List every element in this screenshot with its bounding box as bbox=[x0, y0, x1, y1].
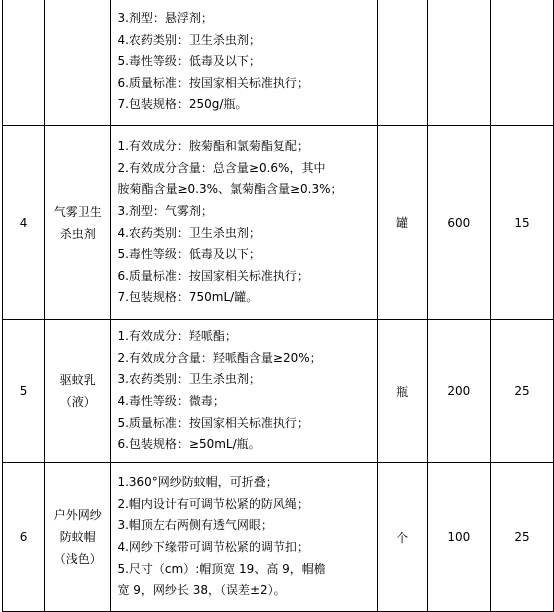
spec-line: 5.毒性等级：低毒及以下； bbox=[117, 247, 261, 262]
sub-quantity-cell bbox=[491, 0, 554, 126]
spec-line: 2.有效成分含量：总含量≥0.6%，其中 bbox=[117, 160, 326, 175]
spec-line: 7.包装规格：250g/瓶。 bbox=[117, 97, 248, 112]
spec-line: 4.毒性等级：微毒； bbox=[117, 394, 225, 408]
spec-line: 2.帽内设计有可调节松紧的防风绳； bbox=[117, 496, 309, 511]
unit-cell: 个 bbox=[377, 463, 427, 612]
product-name-line: 防蚊帽 bbox=[59, 530, 96, 544]
spec-line: 6.质量标准：按国家相关标准执行； bbox=[117, 268, 309, 283]
product-spec bbox=[111, 0, 377, 126]
spec-line: 5.毒性等级：低毒及以下； bbox=[117, 54, 261, 69]
row-number: 5 bbox=[3, 320, 45, 463]
sub-quantity-cell: 15 bbox=[491, 126, 554, 320]
table-row bbox=[3, 320, 554, 463]
table-row bbox=[3, 463, 554, 612]
product-spec bbox=[111, 463, 377, 612]
product-name bbox=[45, 0, 111, 126]
table-row bbox=[3, 0, 554, 126]
spec-line: 3.农药类别：卫生杀虫剂； bbox=[117, 372, 261, 387]
quantity-cell: 100 bbox=[427, 463, 491, 612]
spec-line: 6.质量标准：按国家相关标准执行； bbox=[117, 75, 309, 90]
unit-cell: 瓶 bbox=[377, 320, 427, 463]
spec-line: 7.包装规格：750mL/罐。 bbox=[117, 290, 259, 305]
product-spec bbox=[111, 320, 377, 463]
spec-line: 3.帽顶左右两侧有透气网眼； bbox=[117, 518, 273, 533]
product-name bbox=[45, 463, 111, 612]
product-table bbox=[2, 0, 554, 612]
sub-quantity-cell: 25 bbox=[491, 463, 554, 612]
quantity-cell: 600 bbox=[427, 126, 491, 320]
spec-line: 宽 9，网纱长 38，（误差±2）。 bbox=[117, 583, 286, 598]
unit-cell bbox=[377, 0, 427, 126]
unit-cell: 罐 bbox=[377, 126, 427, 320]
spec-line: 1.360°网纱防蚊帽，可折叠； bbox=[117, 475, 278, 490]
product-name-line: （浅色） bbox=[53, 552, 102, 566]
spec-line: 5.质量标准：按国家相关标准执行； bbox=[117, 415, 309, 430]
spec-line: 4.农药类别：卫生杀虫剂； bbox=[117, 225, 261, 240]
row-number bbox=[3, 0, 45, 126]
product-name-line: （液） bbox=[59, 395, 96, 409]
spec-line: 4.网纱下缘带可调节松紧的调节扣； bbox=[117, 540, 309, 554]
quantity-cell bbox=[427, 0, 491, 126]
spec-line: 1.有效成分：羟哌酯； bbox=[117, 329, 237, 344]
product-spec bbox=[111, 126, 377, 320]
spec-line: 2.有效成分含量：羟哌酯含量≥20%； bbox=[117, 350, 322, 365]
product-name-line: 户外网纱 bbox=[53, 508, 102, 522]
product-name-line: 气雾卫生 bbox=[53, 204, 102, 219]
spec-line: 3.剂型：气雾剂； bbox=[117, 203, 213, 218]
product-name bbox=[45, 320, 111, 463]
spec-line: 5.尺寸（cm）:帽顶宽 19、高 9，帽檐 bbox=[117, 561, 326, 576]
table-row bbox=[3, 126, 554, 320]
product-name bbox=[45, 126, 111, 320]
product-name-line: 驱蚊乳 bbox=[59, 373, 96, 387]
spec-line: 6.包装规格：≥50mL/瓶。 bbox=[117, 437, 261, 452]
spec-line: 1.有效成分：胺菊酯和氯菊酯复配； bbox=[117, 139, 309, 154]
quantity-cell: 200 bbox=[427, 320, 491, 463]
row-number: 4 bbox=[3, 126, 45, 320]
spec-line: 3.剂型：悬浮剂； bbox=[117, 11, 213, 26]
product-name-line: 杀虫剂 bbox=[59, 226, 96, 241]
row-number: 6 bbox=[3, 463, 45, 612]
spec-line: 4.农药类别：卫生杀虫剂； bbox=[117, 32, 261, 47]
sub-quantity-cell: 25 bbox=[491, 320, 554, 463]
spec-line: 胺菊酯含量≥0.3%、氯菊酯含量≥0.3%； bbox=[117, 182, 343, 197]
